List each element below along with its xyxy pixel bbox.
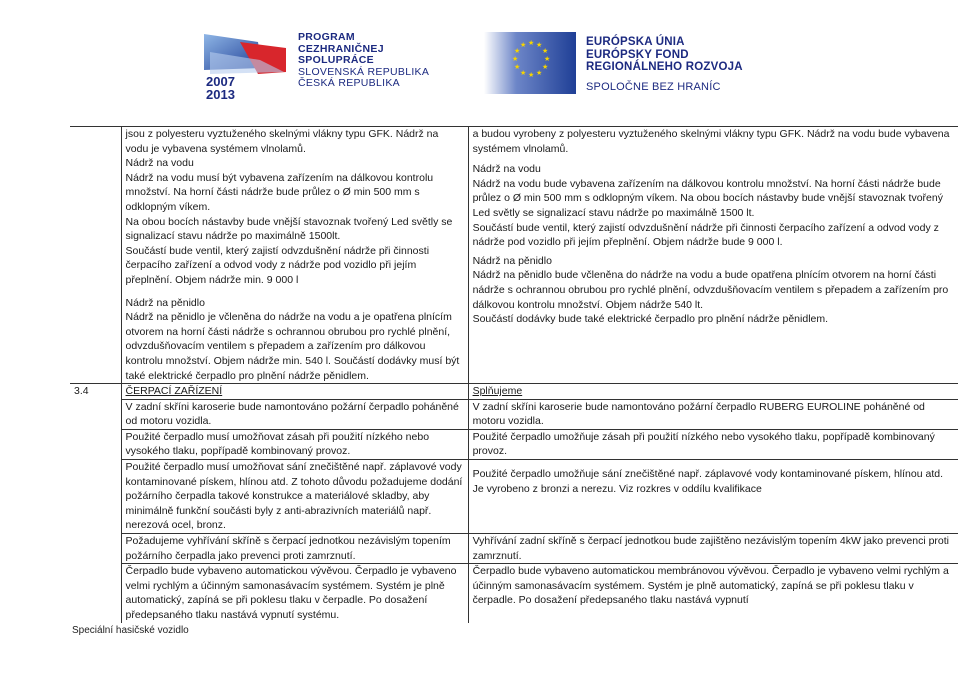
svg-text:2013: 2013 — [206, 87, 235, 100]
svg-text:★: ★ — [514, 63, 521, 71]
program-line-5: ČESKÁ REPUBLIKA — [298, 77, 400, 89]
requirement-text: Použité čerpadlo musí umožňovat zásah při použití nízkého nebo vysokého tlaku, popřípadě kombinovaný provoz. — [125, 430, 430, 458]
page-footer: Speciální hasičské vozidlo — [72, 625, 189, 636]
section-title-text: ČERPACÍ ZAŘÍZENÍ — [125, 385, 223, 398]
offer-text: Vyhřívání zadní skříně s čerpací jednotkou bude zajištěno nezávislým topením 4kW jako prevenci proti zamrznutí. — [472, 535, 949, 562]
requirement-cell — [121, 399, 468, 429]
svg-text:★: ★ — [536, 41, 543, 49]
program-line-2: CEZHRANIČNEJ — [298, 42, 384, 55]
requirement-heading: Nádrž na vodu — [125, 157, 194, 170]
offer-heading: Nádrž na vodu — [472, 163, 541, 176]
requirement-cell — [121, 534, 468, 564]
offer-text: Použité čerpadlo umožňuje sání znečištěné např. záplavové vody kontaminované pískem, hlínou atd. Je vyrobeno z bronzi a nerezu. Viz rozkres v oddílu kvalifikace — [472, 468, 944, 495]
offer-cell — [468, 429, 958, 459]
program-line-1: PROGRAM — [298, 31, 355, 43]
requirement-cell — [121, 127, 468, 384]
offer-text: Součástí dodávky bude také elektrické čerpadlo pro plnění nádrže pěnidlem. — [472, 313, 829, 326]
section-title — [121, 384, 468, 400]
svg-text:★: ★ — [520, 41, 527, 49]
requirement-text: Na obou bocích nástavby bude vnější stavoznak tvořený Led světly se signalizací stavu nádrže po maximálně 1500lt. — [125, 215, 453, 243]
offer-text: Nádrž na vodu bude vybavena zařízením na dálkovou kontrolu množství. Na horní části nádrže bude průlez o Ø min 500 mm s odklopným víkem. Na obou bocích nástavby bude vnější stavoznak tvořený Led světly se signalizací stavu nádrže po maximálně 1500 lt. — [472, 177, 943, 219]
requirement-text: jsou z polyesteru vyztuženého skelnými vlákny typu GFK. Nádrž na vodu je vybavena systémem vlnolamů. — [125, 128, 439, 155]
table-row — [70, 460, 958, 534]
svg-text:★: ★ — [514, 47, 521, 55]
table-row — [70, 127, 958, 384]
requirement-text: Čerpadlo bude vybaveno automatickou vývěvou. Čerpadlo je vybaveno velmi rychlým a účinným samonasávacím systémem. Systém je plně automatický, zapíná se při poklesu tlaku v čerpadle. Po dosažení předepsaného tlaku nastává vypnutí systému. — [125, 565, 457, 621]
offer-cell — [468, 564, 958, 623]
eu-line-2: EURÓPSKY FOND — [586, 48, 689, 61]
offer-cell — [468, 399, 958, 429]
row-number — [70, 127, 121, 384]
offer-text: Čerpadlo bude vybaveno automatickou membránovou vývěvou. Čerpadlo je vybaveno velmi rychlým a účinným samonasávacím systémem. Systém je plně automatický, zapíná se při poklesu tlaku v čerpadle. Po dosažení předepsaného tlaku nastává vypnutí — [472, 565, 949, 607]
table-row — [70, 534, 958, 564]
offer-text: Nádrž na pěnidlo bude včleněna do nádrže na vodu a bude opatřena plnícím otvorem na horní části nádrže s ochrannou obrubou pro rychlé plnění, odvzdušňovacím ventilem s přepadem a zařízením pro dálkovou kontrolu množství. Objem nádrže 540 lt. — [472, 269, 949, 311]
requirement-text: Požadujeme vyhřívání skříně s čerpací jednotkou nezávislým topením požárního čerpadla jako prevenci proti zamrznutí. — [125, 535, 451, 562]
program-title — [298, 32, 429, 90]
requirement-text: Nádrž na vodu musí být vybavena zařízením na dálkovou kontrolu množství. Na horní části nádrže bude průlez o Ø min 500 mm s odklopným víkem. — [125, 171, 434, 213]
svg-text:★: ★ — [542, 63, 549, 71]
eu-motto: SPOLOČNE BEZ HRANÍC — [586, 81, 721, 93]
eu-flag-icon — [484, 32, 576, 94]
offer-heading: Nádrž na pěnidlo — [472, 254, 552, 267]
requirement-heading: Nádrž na pěnidlo — [125, 296, 205, 309]
eu-title — [586, 36, 743, 74]
offer-text: a budou vyrobeny z polyesteru vyztuženého skelnými vlákny typu GFK. Nádrž na vodu bude vybavena systémem vlnolamů. — [472, 128, 950, 155]
requirement-text: Použité čerpadlo musí umožňovat sání znečištěné např. záplavové vody kontaminované pískem, hlínou atd. Z tohoto důvodu požadujeme dodání požárního čerpadla takové konstrukce a materiálové skladby, aby minimálně funkční součásti byly z anti-abrazivních materiálů např. nerezová ocel, bronz. — [125, 461, 463, 532]
eu-line-1: EURÓPSKA ÚNIA — [586, 36, 685, 48]
offer-text: V zadní skříni karoserie bude namontováno požární čerpadlo RUBERG EUROLINE poháněné od motoru vozidla. — [472, 400, 925, 428]
section-answer — [468, 384, 958, 400]
requirement-cell — [121, 460, 468, 534]
offer-text: Použité čerpadlo umožňuje zásah při použití nízkého nebo vysokého tlaku, popřípadě kombinovaný provoz. — [472, 430, 935, 458]
requirement-text: V zadní skříni karoserie bude namontováno požární čerpadlo poháněné od motoru vozidla. — [125, 400, 459, 428]
program-logo-block — [200, 28, 470, 108]
requirement-cell — [121, 564, 468, 623]
svg-text:★: ★ — [544, 55, 551, 63]
table-row — [70, 399, 958, 429]
table-row — [70, 564, 958, 623]
requirement-cell — [121, 429, 468, 459]
requirement-text: Součástí bude ventil, který zajistí odvzdušnění nádrže při činnosti čerpacího zařízení a odvod vody z nádrže pod vozidlo při jejím přeplnění. Objem nádrže min. 9 000 l — [125, 244, 430, 286]
specification-table — [70, 126, 958, 623]
offer-text: Součástí bude ventil, který zajistí odvzdušnění nádrže při činnosti čerpacího zařízení a odvod vody z nádrže pod vozidlo při jejím přeplnění. Objem nádrže bude 9 000 l. — [472, 221, 939, 249]
offer-cell — [468, 534, 958, 564]
eu-line-3: REGIONÁLNEHO ROZVOJA — [586, 61, 743, 73]
svg-text:★: ★ — [528, 71, 535, 79]
requirement-text: Nádrž na pěnidlo je včleněna do nádrže na vodu a je opatřena plnícím otvorem na horní části nádrže s ochrannou obrubou pro rychlé plnění, odvzdušňovacím ventilem s přepadem a zařízením pro dálkovou kontrolu množství. Objem nádrže min. 540 l. Součástí dodávky musí být také elektrické čerpadlo pro plnění nádrže pěnidlem. — [125, 311, 460, 382]
section-number: 3.4 — [70, 384, 121, 400]
eu-logo-block — [484, 32, 784, 102]
svg-text:★: ★ — [536, 69, 543, 77]
svg-text:2007: 2007 — [206, 74, 235, 89]
offer-cell — [468, 460, 958, 534]
program-line-4: SLOVENSKÁ REPUBLIKA — [298, 65, 430, 78]
program-line-3: SPOLUPRÁCE — [298, 54, 374, 66]
svg-text:★: ★ — [512, 55, 519, 63]
program-logo — [200, 28, 288, 100]
table-row — [70, 429, 958, 459]
section-header-row — [70, 384, 958, 400]
svg-text:★: ★ — [542, 47, 549, 55]
svg-text:★: ★ — [528, 39, 535, 47]
svg-text:★: ★ — [520, 69, 527, 77]
section-answer-text: Splňujeme — [472, 385, 523, 398]
offer-cell — [468, 127, 958, 384]
